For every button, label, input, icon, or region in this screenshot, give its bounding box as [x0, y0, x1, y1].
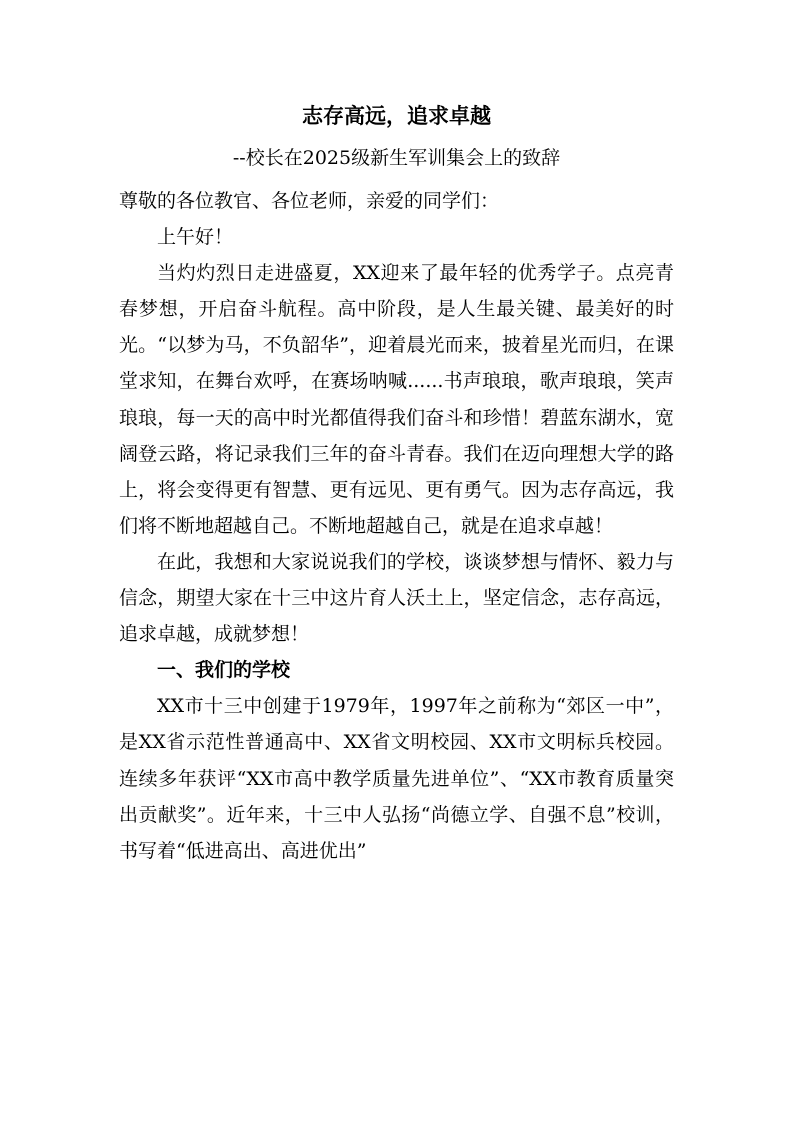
- section-paragraph: XX市十三中创建于1979年，1997年之前称为“郊区一中”，是XX省示范性普通高中、XX省文明校园、XX市文明标兵校园。连续多年获评“XX市高中教学质量先进单位”、“XX市教育质量突出贡献奖”。近年来，十三中人弘扬“尚德立学、自强不息”校训，书写着“低进高出、高进优出”: [119, 695, 674, 862]
- document-title: 志存高远，追求卓越: [302, 104, 491, 128]
- paragraph-1: 当灼灼烈日走进盛夏，XX迎来了最年轻的优秀学子。点亮青春梦想，开启奋斗航程。高中阶段，是人生最关键、最美好的时光。“以梦为马，不负韶华”，迎着晨光而来，披着星光而归，在课堂求知，在舞台欢呼，在赛场呐喊......书声琅琅，歌声琅琅，笑声琅琅，每一天的高中时光都值得我们奋斗和珍惜！碧蓝东湖水，宽阔登云路，将记录我们三年的奋斗青春。我们在迈向理想大学的路上，将会变得更有智慧、更有远见、更有勇气。因为志存高远，我们将不断地超越自己。不断地超越自己，就是在追求卓越！: [119, 262, 674, 537]
- section-heading: 一、我们的学校: [157, 659, 291, 682]
- salutation: 尊敬的各位教官、各位老师，亲爱的同学们：: [119, 190, 500, 212]
- document-subtitle: --校长在2025级新生军训集会上的致辞: [232, 147, 561, 169]
- document-body: [119, 183, 674, 869]
- paragraph-2: 在此，我想和大家说说我们的学校，谈谈梦想与情怀、毅力与信念，期望大家在十三中这片育人沃土上，坚定信念，志存高远，追求卓越，成就梦想！: [119, 550, 674, 646]
- greeting: 上午好！: [157, 226, 234, 249]
